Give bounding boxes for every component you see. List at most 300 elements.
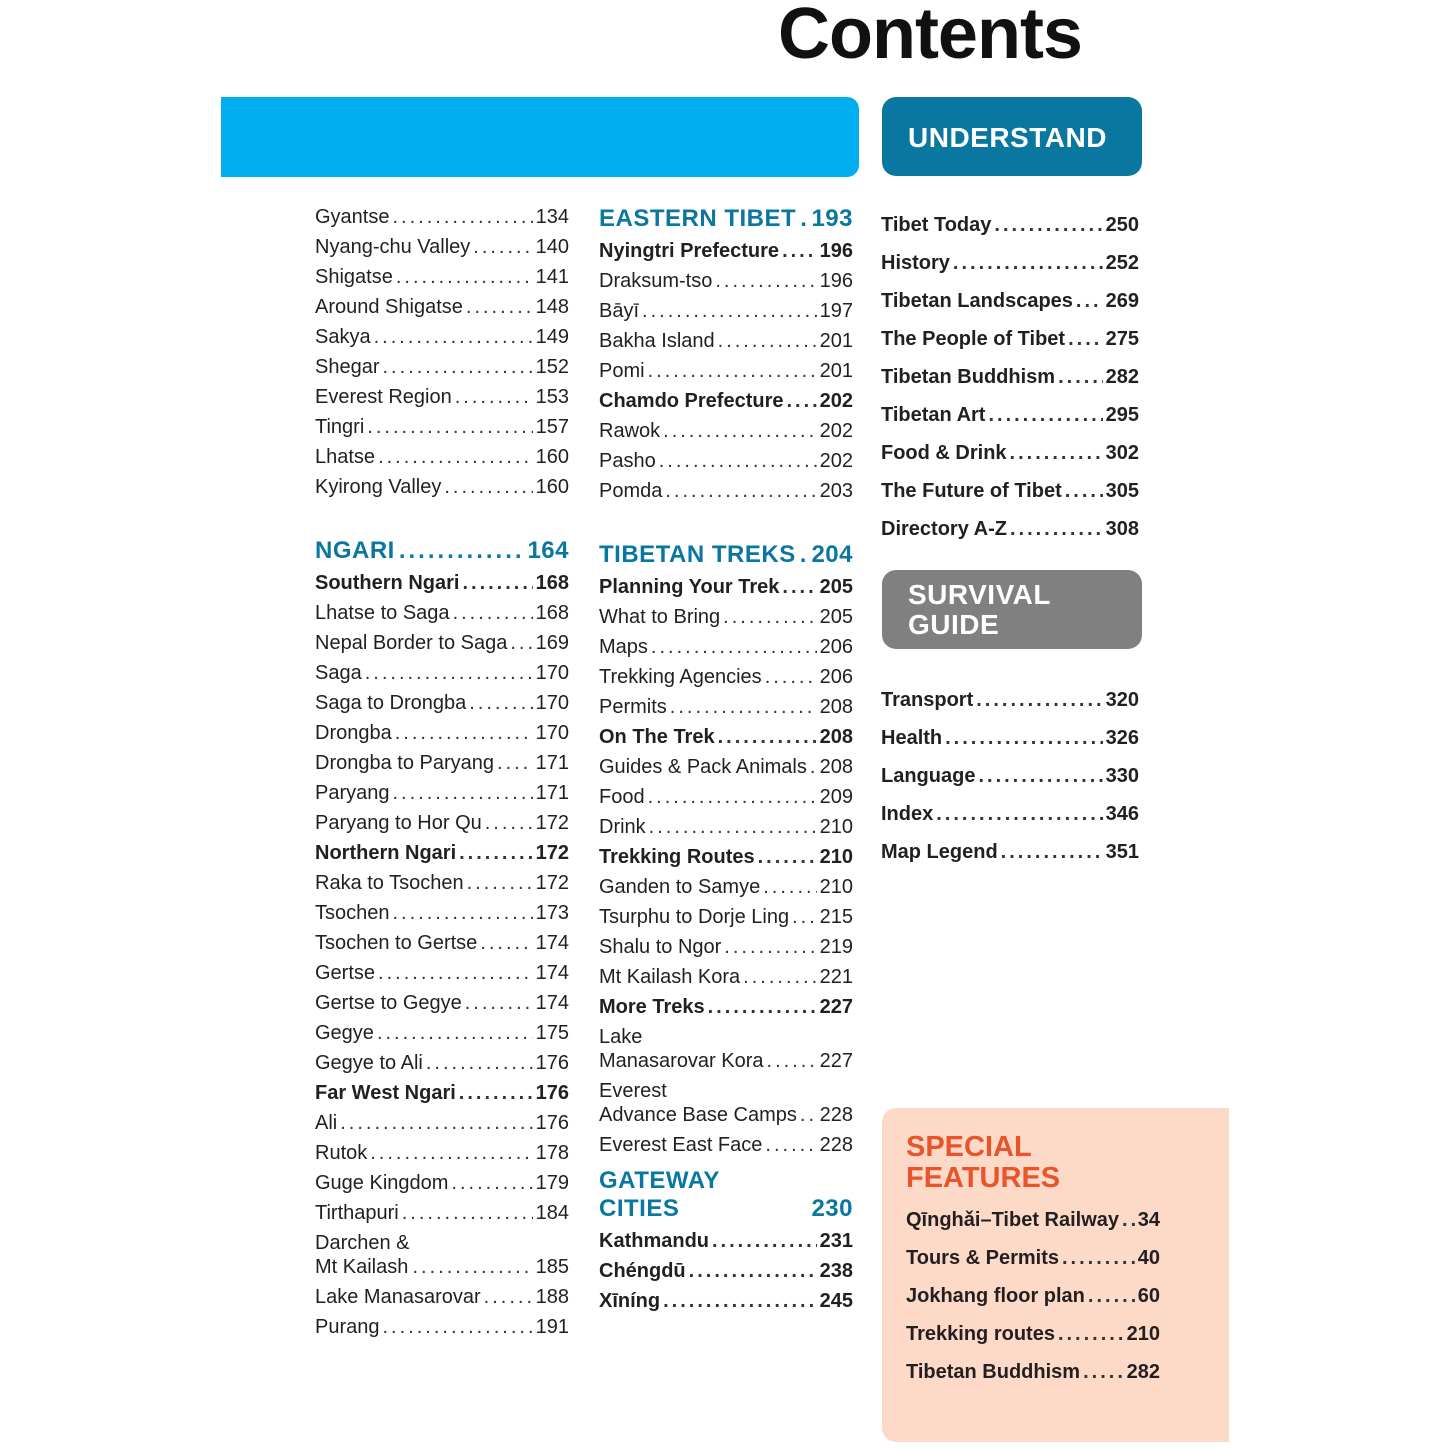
leader-dots [370,1141,532,1165]
toc-entry-page: 152 [535,356,569,378]
toc-entry-page: 206 [819,666,853,688]
toc-entry-title: Gyantse [315,206,390,228]
toc-entry-title: Jokhang floor plan [906,1285,1085,1307]
section-heading-label: EASTERN TIBET [599,205,797,232]
entries-special [906,1194,1160,1384]
leader-dots [800,1103,817,1127]
toc-entry[interactable] [315,439,569,469]
toc-entry-title: Everest Region [315,386,452,408]
toc-entry[interactable] [599,989,853,1019]
leader-dots [383,355,533,379]
leader-dots [976,688,1102,712]
leader-dots [465,991,533,1015]
page-title: Contents [778,0,1082,74]
toc-entry-page: 205 [819,606,853,628]
toc-entry[interactable] [315,925,569,955]
toc-entry-page: 172 [535,812,569,834]
toc-entry-page: 196 [819,240,853,262]
leader-dots [393,901,533,925]
toc-entry-title: Gegye to Ali [315,1052,423,1074]
toc-entry[interactable] [315,409,569,439]
toc-entry-page: 231 [819,1230,853,1252]
toc-entry-title: Drink [599,816,646,838]
toc-entry-title: Trekking Routes [599,846,755,868]
toc-entry-page: 168 [535,572,569,594]
toc-entry[interactable] [315,625,569,655]
entries-eastern [599,233,853,503]
leader-dots [395,721,533,745]
section-heading-tibetan-treks[interactable] [599,535,853,569]
toc-entry-page: 176 [535,1052,569,1074]
toc-entry-title: Food [599,786,645,808]
leader-dots [663,419,816,443]
leader-dots [473,235,532,259]
toc-entry[interactable] [315,1015,569,1045]
toc-entry-page: 305 [1105,480,1139,502]
leader-dots [649,815,817,839]
toc-entry[interactable] [881,427,1139,465]
toc-entry-page: 330 [1105,765,1139,787]
toc-entry-title: Shalu to Ngor [599,936,722,958]
toc-entry[interactable] [906,1346,1160,1384]
leader-dots [377,1021,533,1045]
leader-dots [651,635,817,659]
section-heading-page: 204 [811,541,853,568]
toc-entry[interactable] [599,443,853,473]
section-heading-eastern-tibet[interactable] [599,199,853,233]
leader-dots [800,205,807,233]
leader-dots [1083,1360,1124,1384]
toc-entry[interactable] [315,775,569,805]
leader-dots [1122,1208,1135,1232]
toc-entry[interactable] [315,1105,569,1135]
toc-entry[interactable] [599,353,853,383]
toc-entry[interactable] [881,503,1139,541]
leader-dots [665,479,816,503]
toc-entry-page: 191 [535,1316,569,1338]
toc-entry[interactable] [599,293,853,323]
leader-dots [1058,1322,1124,1346]
toc-entry-title: Index [881,803,934,825]
toc-entry[interactable] [315,349,569,379]
toc-entry[interactable] [315,319,569,349]
toc-entry-title: Kyirong Valley [315,476,442,498]
toc-entry-title: Guge Kingdom [315,1172,449,1194]
toc-entry[interactable] [599,899,853,929]
leader-dots [953,251,1103,275]
toc-entry-title: Maps [599,636,648,658]
leader-dots [642,299,817,323]
leader-dots [978,764,1102,788]
leader-dots [763,875,816,899]
leader-dots [393,781,533,805]
toc-entry-page: 308 [1105,518,1139,540]
special-features-title: SPECIAL FEATURES [906,1131,1061,1194]
leader-dots [480,931,532,955]
toc-entry-title: The Future of Tibet [881,480,1062,502]
toc-entry[interactable] [906,1270,1160,1308]
toc-entry[interactable] [599,869,853,899]
toc-entry-title: Nyingtri Prefecture [599,240,780,262]
leader-dots [1065,479,1103,503]
toc-entry[interactable] [315,685,569,715]
leader-dots [945,726,1103,750]
toc-entry-page: 269 [1105,290,1139,312]
leader-dots [497,751,533,775]
toc-entry[interactable] [881,750,1139,788]
toc-entry-title: Tirthapuri [315,1202,399,1224]
leader-dots [426,1051,533,1075]
toc-entry-page: 210 [819,876,853,898]
leader-dots [402,1201,533,1225]
toc-entry-title: Tibet Today [881,214,992,236]
toc-entry[interactable] [599,809,853,839]
toc-entry-title: Drongba [315,722,392,744]
toc-entry[interactable] [315,895,569,925]
toc-entry-page: 209 [819,786,853,808]
toc-entry-title: Ali [315,1112,338,1134]
section-heading-gateway-cities[interactable] [599,1167,853,1223]
toc-entry[interactable] [881,826,1139,864]
toc-entry-title: Map Legend [881,841,998,863]
toc-entry[interactable] [881,237,1139,275]
toc-entry-title: Paryang to Hor Qu [315,812,482,834]
toc-entry[interactable] [599,1127,853,1157]
toc-entry-page: 172 [535,842,569,864]
toc-entry-title: Tibetan Landscapes [881,290,1073,312]
toc-entry[interactable] [599,413,853,443]
toc-entry[interactable] [599,839,853,869]
toc-entry-page: 282 [1126,1361,1160,1383]
toc-entry-page: 178 [535,1142,569,1164]
leader-dots [469,691,532,715]
toc-entry[interactable] [315,1135,569,1165]
toc-entry-page: 205 [819,576,853,598]
toc-entry-title: Nepal Border to Saga [315,632,508,654]
leader-dots [378,961,533,985]
toc-entry-page: 174 [535,962,569,984]
leader-dots [723,605,816,629]
toc-entry[interactable] [315,379,569,409]
toc-entry-title: The People of Tibet [881,328,1066,350]
toc-entry-title: Health [881,727,943,749]
toc-entry[interactable] [599,233,853,263]
toc-entry[interactable] [599,959,853,989]
toc-entry-page: 157 [535,416,569,438]
toc-entry-title: Pasho [599,450,656,472]
toc-entry-title: What to Bring [599,606,721,628]
toc-entry-title: Tsochen [315,902,390,924]
leader-dots [670,695,817,719]
section-heading-label: TIBETAN TREKS [599,541,796,568]
toc-entry-title: Rawok [599,420,661,442]
leader-dots [365,661,533,685]
leader-dots [396,265,533,289]
toc-entry[interactable] [315,835,569,865]
toc-entry-title: Chéngdū [599,1260,686,1282]
understand-list [881,199,1139,541]
toc-entry[interactable] [906,1194,1160,1232]
toc-entry-page: 320 [1105,689,1139,711]
leader-dots [378,445,533,469]
toc-entry[interactable] [881,351,1139,389]
toc-entry-title: Shegar [315,356,380,378]
toc-entry-title: Pomi [599,360,645,382]
toc-entry[interactable] [315,655,569,685]
leader-dots [1062,1246,1135,1270]
toc-entry[interactable] [599,779,853,809]
toc-entry-page: 170 [535,662,569,684]
toc-entry-page: 184 [535,1202,569,1224]
toc-entry[interactable] [315,229,569,259]
toc-entry[interactable] [599,719,853,749]
leader-dots [663,1289,817,1313]
leader-dots [413,1255,533,1279]
toc-entry-page: 60 [1137,1285,1160,1307]
toc-entry[interactable] [599,659,853,689]
toc-entry[interactable] [315,259,569,289]
toc-entry[interactable] [906,1232,1160,1270]
toc-entry-title: Permits [599,696,667,718]
leader-dots [758,845,817,869]
toc-entry-page: 201 [819,330,853,352]
leader-dots [712,1229,817,1253]
leader-dots [466,295,533,319]
toc-entry[interactable] [599,383,853,413]
toc-entry[interactable] [315,955,569,985]
toc-entry[interactable] [599,599,853,629]
toc-entry-title: More Treks [599,996,705,1018]
toc-entry-page: 219 [819,936,853,958]
entries-survival [881,674,1139,864]
toc-entry-page: 40 [1137,1247,1160,1269]
toc-entry-title: Sakya [315,326,371,348]
toc-entry-page: 160 [535,476,569,498]
understand-tab[interactable]: UNDERSTAND [882,97,1142,176]
toc-entry[interactable] [315,985,569,1015]
toc-entry-title: Saga [315,662,362,684]
toc-entry-page: 252 [1105,252,1139,274]
toc-entry-page: 208 [819,696,853,718]
toc-entry-title: Directory A-Z [881,518,1007,540]
leader-dots [715,269,816,293]
toc-entry-title: Purang [315,1316,380,1338]
toc-entry-title: Transport [881,689,974,711]
toc-entry-page: 168 [535,602,569,624]
toc-entry[interactable] [881,712,1139,750]
toc-entry[interactable] [599,749,853,779]
toc-entry[interactable] [315,1075,569,1105]
toc-entry-page: 227 [819,996,853,1018]
toc-entry-page: 175 [535,1022,569,1044]
toc-entry-title: Lake Manasarovar [315,1286,481,1308]
toc-entry[interactable] [599,263,853,293]
toc-entry[interactable] [315,1225,569,1279]
toc-entry-page: 134 [535,206,569,228]
toc-entry-page: 215 [819,906,853,928]
toc-entry-title: Northern Ngari [315,842,457,864]
leader-dots [743,965,816,989]
leader-dots [510,631,532,655]
section-banner [221,97,859,177]
toc-entry-page: 346 [1105,803,1139,825]
toc-entry-title: Xīníng [599,1290,661,1312]
toc-entry[interactable] [599,1223,853,1253]
toc-entry[interactable] [315,715,569,745]
toc-entry-title: Trekking routes [906,1323,1055,1345]
toc-entry[interactable] [315,805,569,835]
toc-entry-title: Gertse to Gegye [315,992,462,1014]
leader-dots [782,239,817,263]
section-heading-page: 193 [811,205,853,232]
toc-entry-page: 188 [535,1286,569,1308]
section-heading-ngari[interactable] [315,531,569,565]
toc-entry[interactable] [881,199,1139,237]
toc-entry[interactable] [881,788,1139,826]
leader-dots [787,389,817,413]
entries-ngari [315,565,569,1339]
leader-dots [455,385,533,409]
toc-entry[interactable] [599,1073,853,1127]
contents-column-2 [599,199,853,1313]
toc-entry[interactable] [599,1283,853,1313]
toc-entry[interactable] [315,1195,569,1225]
toc-entry-title: Mt Kailash Kora [599,966,741,988]
toc-entry-page: 174 [535,932,569,954]
toc-entry[interactable] [906,1308,1160,1346]
toc-entry-page: 176 [535,1112,569,1134]
leader-dots [659,449,817,473]
leader-dots [1001,840,1103,864]
toc-entry-page: 208 [819,726,853,748]
leader-dots [724,935,816,959]
toc-entry-title: Gegye [315,1022,374,1044]
toc-entry-title: Gertse [315,962,376,984]
toc-entry-title: Tsochen to Gertse [315,932,478,954]
leader-dots [782,575,816,599]
toc-entry-title: Bakha Island [599,330,715,352]
toc-entry[interactable] [315,1045,569,1075]
toc-entry-page: 282 [1105,366,1139,388]
toc-entry-title: Tibetan Buddhism [881,366,1056,388]
toc-entry-page: 206 [819,636,853,658]
toc-entry[interactable] [315,289,569,319]
toc-entry[interactable] [315,1279,569,1309]
leader-dots [459,1081,533,1105]
leader-dots [383,1315,533,1339]
toc-entry-page: 228 [819,1134,853,1156]
toc-entry-page: 210 [819,846,853,868]
toc-entry-title: Far West Ngari [315,1082,456,1104]
toc-entry-title: Trekking Agencies [599,666,762,688]
leader-dots [648,359,817,383]
leader-dots [765,665,817,689]
leader-dots [467,871,533,895]
toc-entry[interactable] [599,689,853,719]
toc-entry-page: 185 [535,1256,569,1278]
leader-dots [1010,517,1103,541]
toc-entry-page: 250 [1105,214,1139,236]
toc-entry[interactable] [599,1253,853,1283]
toc-entry[interactable] [315,1165,569,1195]
survival-guide-list [881,674,1139,864]
leader-dots [340,1111,532,1135]
toc-entry-page: 245 [819,1290,853,1312]
toc-entry[interactable] [881,465,1139,503]
leader-dots [451,1171,532,1195]
toc-entry[interactable] [881,674,1139,712]
toc-entry[interactable] [881,275,1139,313]
toc-entry-title: Tours & Permits [906,1247,1059,1269]
leader-dots [792,905,817,929]
toc-entry-title: Lake Manasarovar Kora [599,1026,764,1072]
toc-entry[interactable] [881,389,1139,427]
toc-entry-title: Planning Your Trek [599,576,780,598]
toc-entry-title: Nyang-chu Valley [315,236,471,258]
toc-entry-page: 170 [535,722,569,744]
toc-entry-page: 171 [535,752,569,774]
toc-entry-title: Drongba to Paryang [315,752,495,774]
toc-entry-page: 210 [819,816,853,838]
toc-entry-title: Raka to Tsochen [315,872,464,894]
toc-entry-page: 169 [535,632,569,654]
toc-entry[interactable] [315,595,569,625]
toc-entry-page: 302 [1105,442,1139,464]
toc-entry-page: 221 [819,966,853,988]
toc-entry[interactable] [599,569,853,599]
leader-dots [453,601,533,625]
toc-entry-page: 140 [535,236,569,258]
section-heading-label: NGARI [315,537,395,564]
leader-dots [484,1285,533,1309]
toc-entry-title: Kathmandu [599,1230,709,1252]
toc-entry-page: 295 [1105,404,1139,426]
leader-dots [1068,327,1103,351]
toc-entry-title: Pomda [599,480,663,502]
toc-entry[interactable] [599,323,853,353]
toc-entry[interactable] [315,1309,569,1339]
toc-entry[interactable] [599,629,853,659]
toc-entry-title: Darchen & Mt Kailash [315,1232,410,1278]
entries-understand [881,199,1139,541]
leader-dots [800,541,808,569]
toc-entry[interactable] [315,469,569,499]
toc-entry[interactable] [315,865,569,895]
toc-entry[interactable] [315,745,569,775]
toc-entry-page: 227 [819,1050,853,1072]
toc-entry-title: Tingri [315,416,365,438]
toc-entry-title: History [881,252,950,274]
toc-entry[interactable] [599,1019,853,1073]
toc-entry-title: Ganden to Samye [599,876,761,898]
survival-guide-tab[interactable]: SURVIVAL GUIDE [882,570,1142,649]
toc-entry[interactable] [881,313,1139,351]
toc-entry-title: Language [881,765,976,787]
toc-entry[interactable] [599,473,853,503]
toc-entry-title: Saga to Drongba [315,692,467,714]
leader-dots [648,785,817,809]
toc-entry[interactable] [315,199,569,229]
leader-dots [765,1133,816,1157]
section-heading-label: GATEWAY CITIES [599,1167,720,1222]
leader-dots [1010,441,1103,465]
leader-dots [767,1049,817,1073]
entries-gateway [599,1223,853,1313]
toc-entry-page: 275 [1105,328,1139,350]
toc-entry[interactable] [315,565,569,595]
toc-entry[interactable] [599,929,853,959]
toc-entry-title: Food & Drink [881,442,1007,464]
